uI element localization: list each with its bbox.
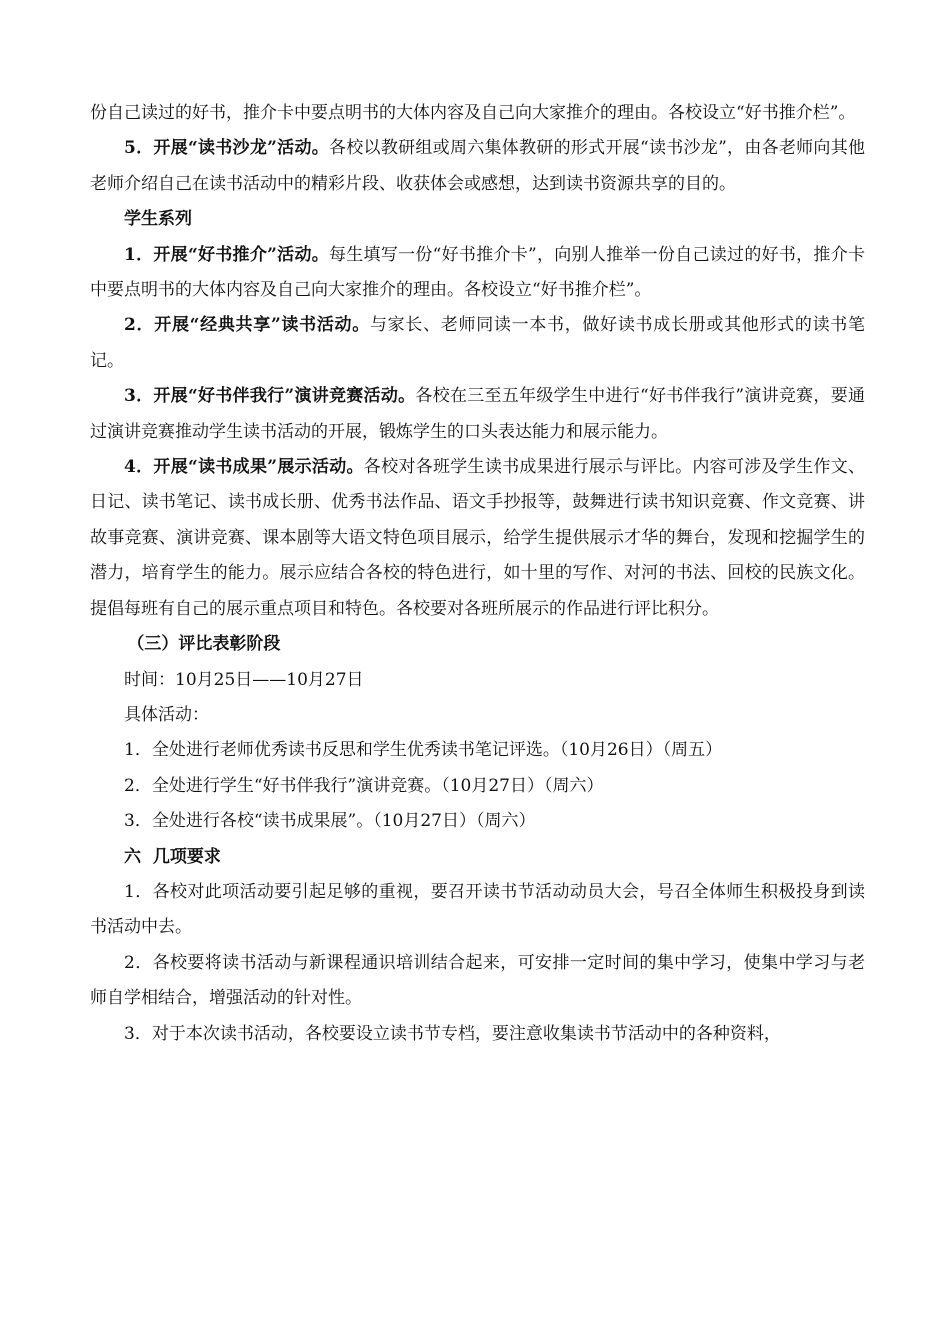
paragraph-body: 与家长、老师同读一本书，做好读书成长册或其他形式的读书笔记。	[90, 315, 866, 371]
requirement-item-1: 1．各校对此项活动要引起足够的重视，要召开读书节活动动员大会，号召全体师生积极投身到读书活动中去。	[90, 881, 865, 938]
paragraph-teacher-4-continued: 份自己读过的好书，推介卡中要点明书的大体内容及自己向大家推介的理由。各校设立“好书推介栏”。	[90, 103, 856, 123]
paragraph-student-3	[90, 379, 865, 450]
paragraph-lead: 5．开展“读书沙龙”活动。	[124, 138, 329, 159]
requirement-item-3: 3．对于本次读书活动，各校要设立读书节专档，要注意收集读书节活动中的各种资料，	[124, 1023, 781, 1044]
activity-item-3: 3．全处进行各校“读书成果展”。（10月27日）（周六）	[124, 811, 536, 832]
paragraph-student-1	[90, 238, 865, 309]
stage-time: 时间：10月25日——10月27日	[124, 669, 364, 690]
paragraph-lead: 2．开展“经典共享”读书活动。	[124, 315, 370, 336]
requirement-item-2: 2．各校要将读书活动与新课程通识培训结合起来，可安排一定时间的集中学习，使集中学习与老师自学相结合，增强活动的针对性。	[90, 952, 865, 1009]
activity-item-2: 2．全处进行学生“好书伴我行”演讲竞赛。（10月27日）（周六）	[124, 775, 604, 796]
paragraph-student-2	[90, 308, 865, 379]
paragraph-teacher-5	[90, 131, 865, 202]
activity-item-1: 1．全处进行老师优秀读书反思和学生优秀读书笔记评选。（10月26日）（周五）	[124, 740, 723, 761]
paragraph-lead: 3．开展“好书伴我行”演讲竞赛活动。	[124, 386, 416, 407]
heading-stage-3: （三）评比表彰阶段	[127, 634, 281, 655]
paragraph-student-4	[90, 450, 865, 627]
paragraph-body: 各校在三至五年级学生中进行“好书伴我行”演讲竞赛，要通过演讲竞赛推动学生读书活动的开展，锻炼学生的口头表达能力和展示能力。	[90, 386, 865, 442]
paragraph-lead: 1．开展“好书推介”活动。	[124, 244, 329, 265]
activities-label: 具体活动：	[124, 704, 209, 725]
paragraph-body: 各校对各班学生读书成果进行展示与评比。内容可涉及学生作文、日记、读书笔记、读书成长册、优秀书法作品、语文手抄报等，鼓舞进行读书知识竞赛、作文竞赛、讲故事竞赛、演讲竞赛、课本剧等大语文特色项目展示，给学生提供展示才华的舞台，发现和挖掘学生的潜力，培育学生的能力。展示应结合各校的特色进行，如十里的写作、对河的书法、回校的民族文化。提倡每班有自己的展示重点项目和特色。各校要对各班所展示的作品进行评比积分。	[90, 457, 866, 619]
paragraph-body: 各校以教研组或周六集体教研的形式开展“读书沙龙”，由各老师向其他老师介绍自己在读书活动中的精彩片段、收获体会或感想，达到读书资源共享的目的。	[90, 138, 865, 194]
document-page	[90, 96, 865, 1052]
paragraph-lead: 4．开展“读书成果”展示活动。	[124, 457, 364, 478]
heading-requirements: 六 几项要求	[124, 846, 221, 867]
paragraph-body: 每生填写一份“好书推介卡”，向别人推举一份自己读过的好书，推介卡中要点明书的大体内容及自己向大家推介的理由。各校设立“好书推介栏”。	[90, 244, 865, 301]
heading-student-series: 学生系列	[124, 209, 192, 230]
